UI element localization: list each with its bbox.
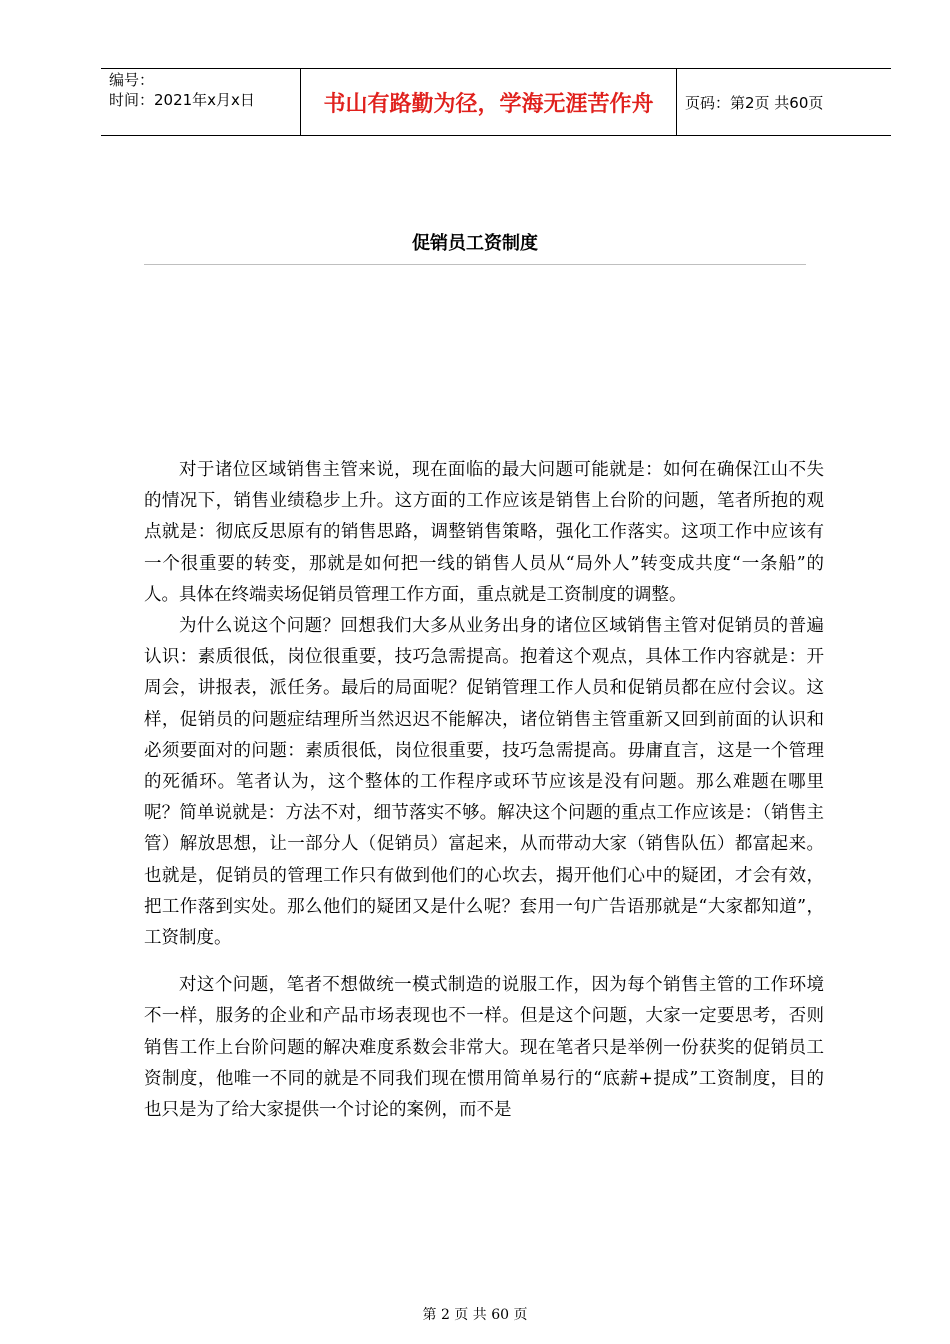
body-paragraph-3: 对这个问题，笔者不想做统一模式制造的说服工作，因为每个销售主管的工作环境不一样，服务的企业和产品市场表现也不一样。但是这个问题，大家一定要思考，否则销售工作上台阶问题的解决难度系数会非常大。现在笔者只是举例一份获奖的促销员工资制度，他唯一不同的就是不同我们现在惯用简单易行的“底薪+提成”工资制度，目的也只是为了给大家提供一个讨论的案例，而不是	[144, 975, 824, 1121]
header-number-label: 编号：	[109, 71, 155, 89]
header-time-label: 时间：2021年x月x日	[109, 91, 255, 109]
document-title: 促销员工资制度	[412, 233, 538, 254]
page-footer: 第 2 页 共 60 页	[422, 1307, 528, 1323]
body-paragraph-1: 对于诸位区域销售主管来说，现在面临的最大问题可能就是：如何在确保江山不失的情况下，销售业绩稳步上升。这方面的工作应该是销售上台阶的问题，笔者所抱的观点就是：彻底反思原有的销售思路，调整销售策略，强化工作落实。这项工作中应该有一个很重要的转变，那就是如何把一线的销售人员从“局外人”转变成共度“一条船”的人。具体在终端卖场促销员管理工作方面，重点就是工资制度的调整。	[144, 460, 824, 605]
body-paragraph-2: 为什么说这个问题？回想我们大多从业务出身的诸位区域销售主管对促销员的普遍认识：素质很低，岗位很重要，技巧急需提高。抱着这个观点，具体工作内容就是：开周会，讲报表，派任务。最后的局面呢？促销管理工作人员和促销员都在应付会议。这样，促销员的问题症结理所当然迟迟不能解决，诸位销售主管重新又回到前面的认识和必须要面对的问题：素质很低，岗位很重要，技巧急需提高。毋庸直言，这是一个管理的死循环。笔者认为，这个整体的工作程序或环节应该是没有问题。那么难题在哪里呢？简单说就是：方法不对，细节落实不够。解决这个问题的重点工作应该是：（销售主管）解放思想，让一部分人（促销员）富起来，从而带动大家（销售队伍）都富起来。也就是，促销员的管理工作只有做到他们的心坎去，揭开他们心中的疑团，才会有效，把工作落到实处。那么他们的疑团又是什么呢？套用一句广告语那就是“大家都知道”，工资制度。	[144, 616, 824, 949]
page-header	[101, 68, 891, 136]
document-body	[144, 455, 824, 1126]
header-meta	[101, 69, 301, 135]
title-divider	[144, 264, 806, 265]
header-motto: 书山有路勤为径，学海无涯苦作舟	[301, 69, 677, 135]
header-page-info: 页码：第2页 共60页	[685, 93, 824, 112]
